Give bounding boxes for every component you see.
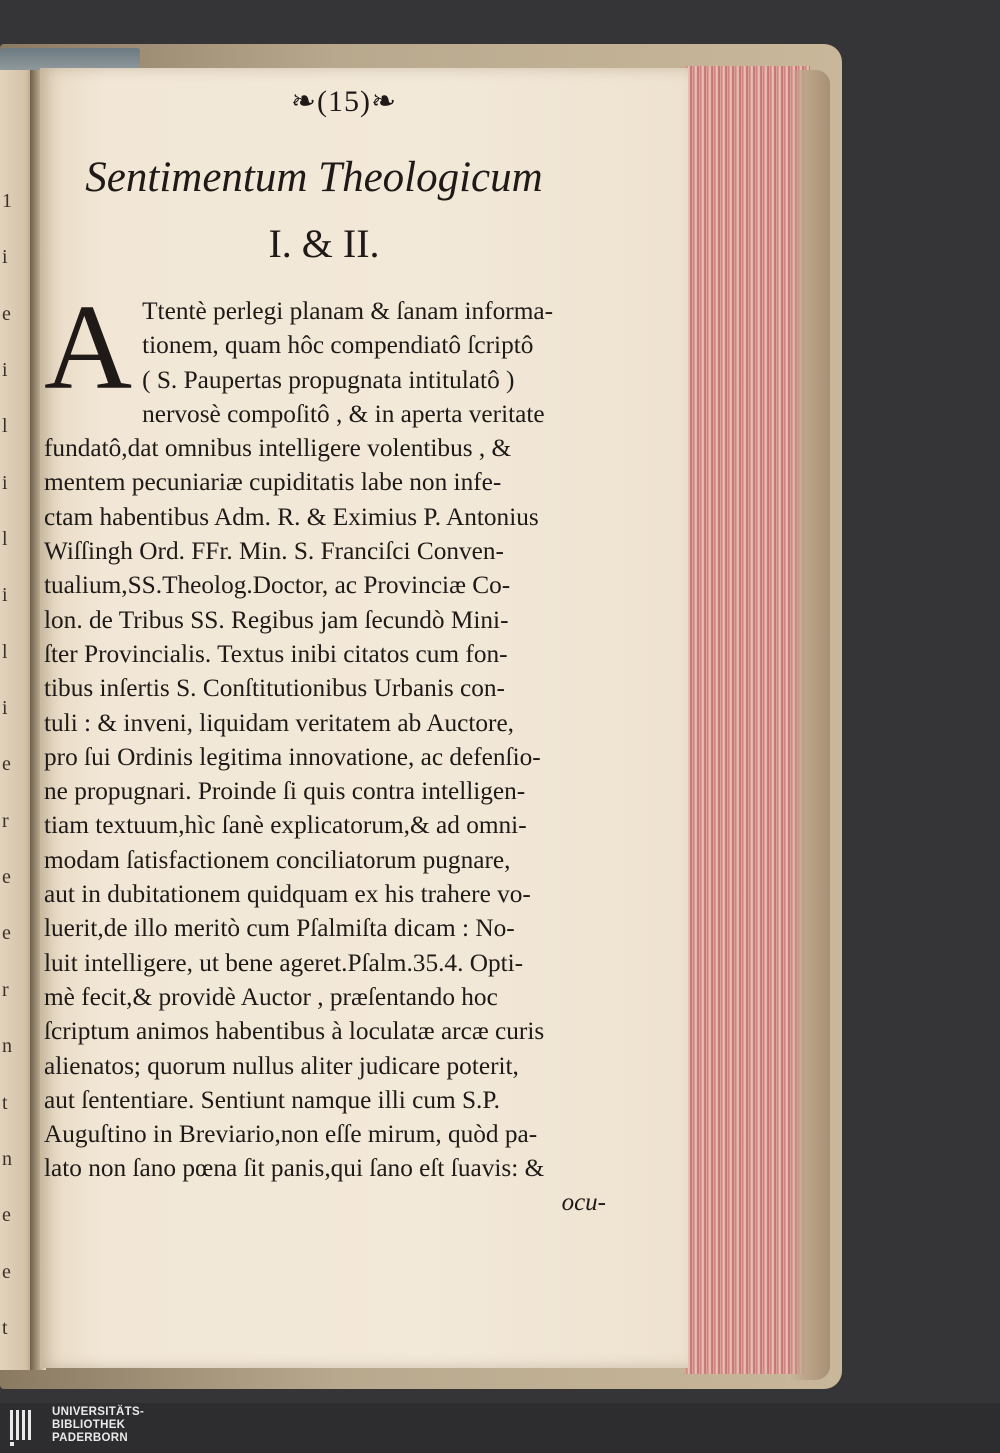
library-logo-text bbox=[52, 1406, 144, 1445]
text-line: ctam habentibus Adm. R. & Eximius P. Antonius bbox=[44, 502, 539, 531]
left-page-fragment: i bbox=[2, 584, 8, 607]
left-page-fragment: e bbox=[2, 922, 11, 945]
left-page-fragment: e bbox=[2, 302, 11, 325]
text-line: tibus inſertis S. Conſtitutionibus Urbanis con- bbox=[44, 674, 505, 703]
drop-cap: A bbox=[44, 280, 133, 415]
logo-line-2: BIBLIOTHEK bbox=[52, 1419, 126, 1431]
left-page-fragment: i bbox=[2, 471, 8, 494]
text-line: Auguſtino in Breviario,non eſſe mirum, quòd pa- bbox=[44, 1120, 538, 1149]
left-page-fragment: r bbox=[2, 978, 9, 1001]
left-page-fragment: e bbox=[2, 1260, 11, 1283]
left-page-fragment: n bbox=[2, 1035, 12, 1058]
logo-line-3: PADERBORN bbox=[52, 1432, 128, 1444]
text-line: tualium,SS.Theolog.Doctor, ac Provinciæ Co- bbox=[44, 571, 511, 600]
text-line: aut in dubitationem quidquam ex his trahere vo- bbox=[44, 880, 531, 909]
text-line: lato non ſano pœna ſit panis,qui ſano eſt ſuavis: & bbox=[44, 1154, 545, 1183]
text-line: tuli : & inveni, liquidam veritatem ab Auctore, bbox=[44, 708, 514, 737]
page-title: Sentimentum Theologicum bbox=[85, 154, 543, 201]
text-line: Wiſſingh Ord. FFr. Min. S. Franciſci Conven- bbox=[44, 537, 504, 566]
text-line: lon. de Tribus SS. Regibus jam ſecundò Mini- bbox=[44, 605, 509, 634]
text-line: luit intelligere, ut bene ageret.Pſalm.35.4. Opti- bbox=[44, 948, 524, 977]
left-page-fragments bbox=[2, 190, 16, 1340]
text-line: tionem, quam hôc compendiatô ſcriptô bbox=[142, 331, 534, 360]
text-lines bbox=[44, 280, 606, 1186]
footer-bar bbox=[0, 1403, 1000, 1453]
text-line: ne propugnari. Proinde ſi quis contra intelligen- bbox=[44, 777, 526, 806]
text-line: pro ſui Ordinis legitima innovatione, ac defenſio- bbox=[44, 742, 541, 771]
cover-edge-shade bbox=[790, 70, 830, 1380]
text-line: ſcriptum animos habentibus à loculatæ arcæ curis bbox=[44, 1017, 545, 1046]
left-page-fragment: e bbox=[2, 753, 11, 776]
catchword: ocu- bbox=[561, 1188, 606, 1216]
left-page-fragment: r bbox=[2, 809, 9, 832]
page-number: ❧(15)❧ bbox=[290, 85, 398, 118]
left-page-fragment: e bbox=[2, 866, 11, 889]
left-page-fragment: i bbox=[2, 359, 8, 382]
left-page-fragment: t bbox=[2, 1091, 8, 1114]
left-page-fragment: l bbox=[2, 528, 8, 551]
text-line: aut ſententiare. Sentiunt namque illi cum S.P. bbox=[44, 1085, 500, 1114]
text-line: luerit,de illo meritò cum Pſalmiſta dicam : No- bbox=[44, 914, 515, 943]
text-line: mentem pecuniariæ cupiditatis labe non infe- bbox=[44, 468, 502, 497]
text-line: alienatos; quorum nullus aliter judicare poterit, bbox=[44, 1051, 519, 1080]
left-page-fragment: l bbox=[2, 640, 8, 663]
text-line: Ttentè perlegi planam & ſanam informa- bbox=[142, 297, 554, 325]
logo-line-1: UNIVERSITÄTS- bbox=[52, 1406, 145, 1418]
left-page-fragment: e bbox=[2, 1204, 11, 1227]
left-page-fragment: i bbox=[2, 697, 8, 720]
text-line: fundatô,dat omnibus intelligere volentibus , & bbox=[44, 434, 512, 463]
text-line: mè fecit,& providè Auctor , præſentando hoc bbox=[44, 982, 498, 1011]
left-page-fragment: 1 bbox=[2, 190, 12, 212]
text-line: ( S. Paupertas propugnata intitulatô ) bbox=[142, 365, 515, 394]
page-text-block bbox=[44, 82, 604, 1220]
library-logo-icon bbox=[8, 1408, 44, 1448]
page-subtitle: I. & II. bbox=[268, 221, 380, 266]
left-page-fragment: t bbox=[2, 1316, 8, 1339]
left-page-fragment: n bbox=[2, 1147, 12, 1170]
left-page-fragment: l bbox=[2, 415, 8, 438]
body-text bbox=[44, 280, 606, 1220]
text-line: ſter Provincialis. Textus inibi citatos cum fon- bbox=[44, 639, 508, 668]
text-line: tiam textuum,hìc ſanè explicatorum,& ad omni- bbox=[44, 811, 527, 840]
text-line: nervosè compoſitô , & in aperta veritate bbox=[142, 399, 545, 428]
left-page-fragment: i bbox=[2, 246, 8, 269]
text-line: modam ſatisfactionem conciliatorum pugnare, bbox=[44, 845, 511, 874]
